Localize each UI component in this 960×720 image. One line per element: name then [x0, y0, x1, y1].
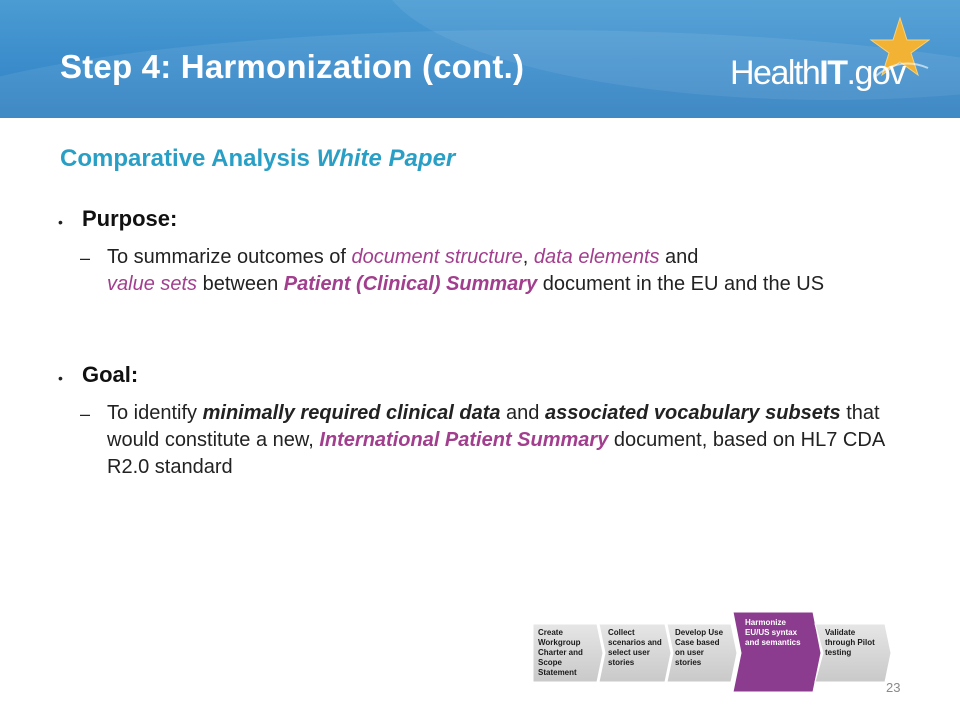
step-line: Develop Use [675, 628, 724, 637]
goal-seg-6: document, based on HL7 CDA R2.0 standard [107, 429, 885, 478]
step-line: Charter and [538, 648, 583, 657]
step-line: stories [675, 658, 702, 667]
process-step-5-label [825, 628, 875, 658]
bullet-marker: • [58, 370, 63, 386]
purpose-seg-5: value sets [107, 273, 198, 295]
header-banner [0, 0, 960, 118]
step-line: Create [538, 628, 563, 637]
goal-seg-0: To identify [107, 402, 203, 424]
subtitle-emphasis: White Paper [316, 145, 456, 172]
purpose-seg-2: , [522, 246, 534, 268]
goal-seg-5: International Patient Summary [319, 429, 609, 451]
purpose-seg-3: data elements [533, 246, 660, 268]
purpose-text [107, 244, 907, 298]
step-line: select user [608, 648, 650, 657]
bullet-label-purpose: Purpose: [82, 206, 178, 231]
step-line: scenarios and [608, 638, 662, 647]
process-step-4-label [745, 618, 801, 648]
step-line: stories [608, 658, 635, 667]
bullet-marker: • [58, 214, 63, 230]
step-line: testing [825, 648, 852, 657]
process-step-1-label [538, 628, 583, 678]
step-line: Validate [825, 628, 856, 637]
step-line: Statement [538, 668, 577, 677]
slide-title: Step 4: Harmonization (cont.) [60, 48, 525, 85]
purpose-seg-6: between [197, 273, 284, 295]
purpose-seg-4: and [659, 246, 699, 268]
process-step-3-label [675, 628, 723, 668]
goal-seg-3: associated vocabulary subsets [544, 402, 841, 424]
step-line: Case based [675, 638, 720, 647]
step-line: Harmonize [745, 618, 786, 627]
step-line: Workgroup [538, 638, 581, 647]
goal-seg-2: and [500, 402, 545, 424]
goal-seg-1: minimally required clinical data [202, 402, 501, 424]
purpose-seg-1: document structure [351, 246, 523, 268]
step-line: Collect [608, 628, 635, 637]
sub-bullet-dash: – [80, 248, 91, 268]
logo-wordmark [730, 54, 905, 93]
goal-seg-4: that would constitute a new, [107, 402, 880, 451]
subtitle-main: Comparative Analysis [60, 145, 310, 172]
process-step-2-label [608, 628, 662, 668]
step-line: on user [675, 648, 704, 657]
goal-text [107, 400, 907, 481]
healthit-logo [728, 16, 943, 100]
logo-health: Health [730, 54, 820, 92]
process-diagram [533, 612, 893, 694]
logo-it: IT [819, 54, 847, 92]
logo-tld: .gov [846, 54, 905, 92]
page-number: 23 [886, 680, 901, 695]
purpose-seg-0: To summarize outcomes of [107, 246, 352, 268]
step-line: Scope [538, 658, 563, 667]
section-subtitle [60, 145, 455, 173]
purpose-seg-7: Patient (Clinical) Summary [283, 273, 538, 295]
step-line: and semantics [745, 638, 801, 647]
bullet-label-goal: Goal: [82, 362, 139, 387]
sub-bullet-dash: – [80, 404, 91, 424]
purpose-seg-8: document in the EU and the US [537, 273, 825, 295]
step-line: EU/US syntax [745, 628, 798, 637]
step-line: through Pilot [825, 638, 875, 647]
